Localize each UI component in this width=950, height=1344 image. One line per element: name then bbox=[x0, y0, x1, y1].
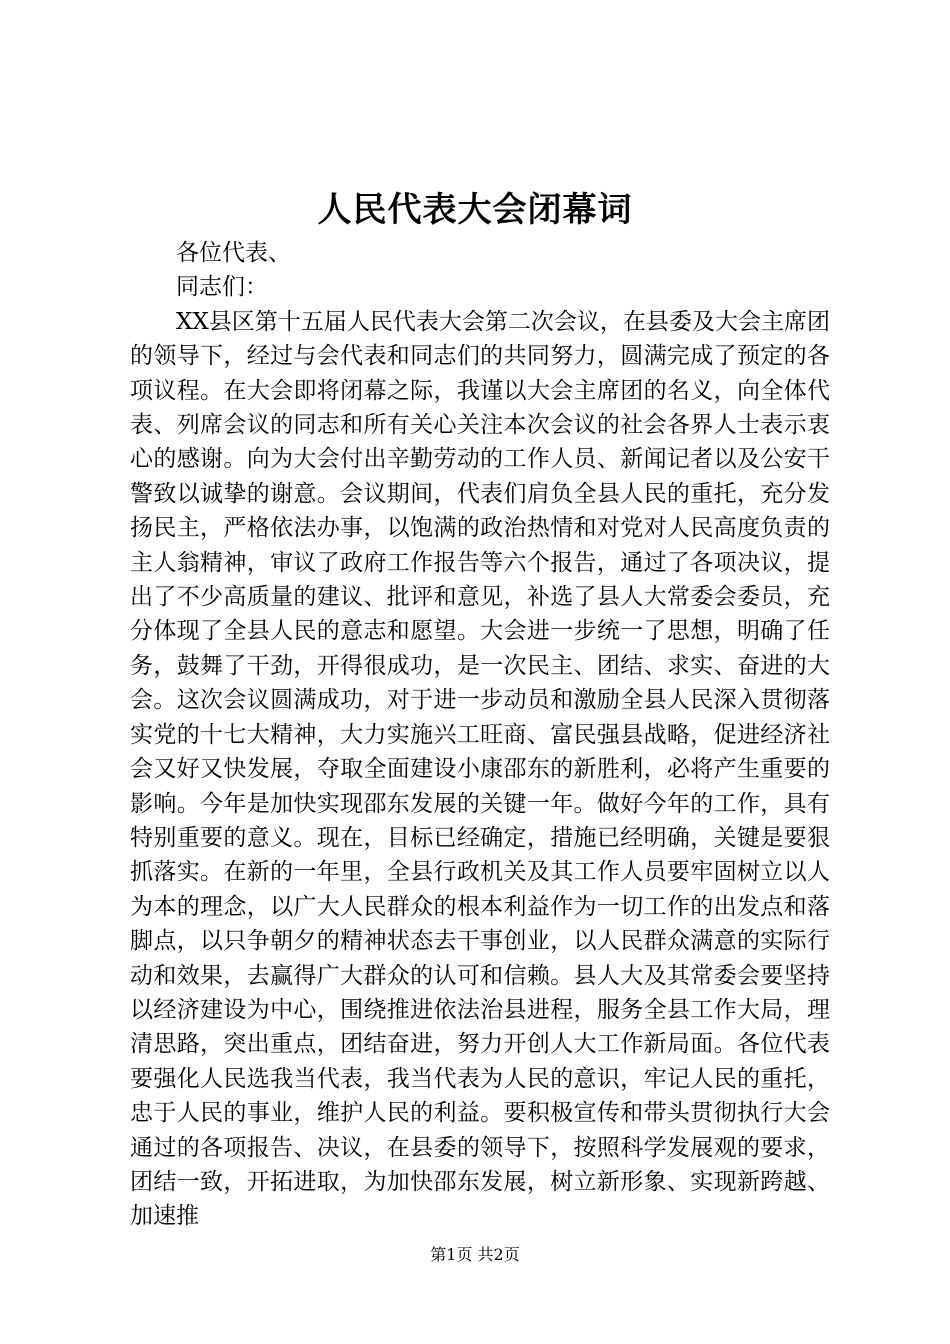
salutation-line: 各位代表、 bbox=[176, 240, 291, 266]
document-title: 人民代表大会闭幕词 bbox=[317, 190, 633, 230]
page-footer: 第1页 共2页 bbox=[430, 1245, 520, 1264]
body-paragraph: XX县区第十五届人民代表大会第二次会议，在县委及大会主席团的领导下，经过与会代表和同志们的共同努力，圆满完成了预定的各项议程。在大会即将闭幕之际，我谨以大会主席团的名义，向全体代表、列席会议的同志和所有关心关注本次会议的社会各界人士表示衷心的感谢。向为大会付出辛勤劳动的工作人员、新闻记者以及公安干警致以诚挚的谢意。会议期间，代表们肩负全县人民的重托，充分发扬民主，严格依法办事，以饱满的政治热情和对党对人民高度负责的主人翁精神，审议了政府工作报告等六个报告，通过了各项决议，提出了不少高质量的建议、批评和意见，补选了县人大常委会委员，充分体现了全县人民的意志和愿望。大会进一步统一了思想，明确了任务，鼓舞了干劲，开得很成功，是一次民主、团结、求实、奋进的大会。这次会议圆满成功，对于进一步动员和激励全县人民深入贯彻落实党的十七大精神，大力实施兴工旺商、富民强县战略，促进经济社会又好又快发展，夺取全面建设小康邵东的新胜利，必将产生重要的影响。今年是加快实现邵东发展的关键一年。做好今年的工作，具有特别重要的意义。现在，目标已经确定，措施已经明确，关键是要狠抓落实。在新的一年里，全县行政机关及其工作人员要牢固树立以人为本的理念，以广大人民群众的根本利益作为一切工作的出发点和落脚点，以只争朝夕的精神状态去干事创业，以人民群众满意的实际行动和效果，去赢得广大群众的认可和信赖。县人大及其常委会要坚持以经济建设为中心，围绕推进依法治县进程，服务全县工作大局，理清思路，突出重点，团结奋进，努力开创人大工作新局面。各位代表要强化人民选我当代表，我当代表为人民的意识，牢记人民的重托，忠于人民的事业，维护人民的利益。要积极宣传和带头贯彻执行大会通过的各项报告、决议，在县委的领导下，按照科学发展观的要求，团结一致，开拓进取，为加快邵东发展，树立新形象、实现新跨越、加速推 bbox=[130, 308, 830, 1230]
document-body bbox=[130, 236, 830, 1234]
salutation-line: 同志们： bbox=[176, 274, 268, 301]
